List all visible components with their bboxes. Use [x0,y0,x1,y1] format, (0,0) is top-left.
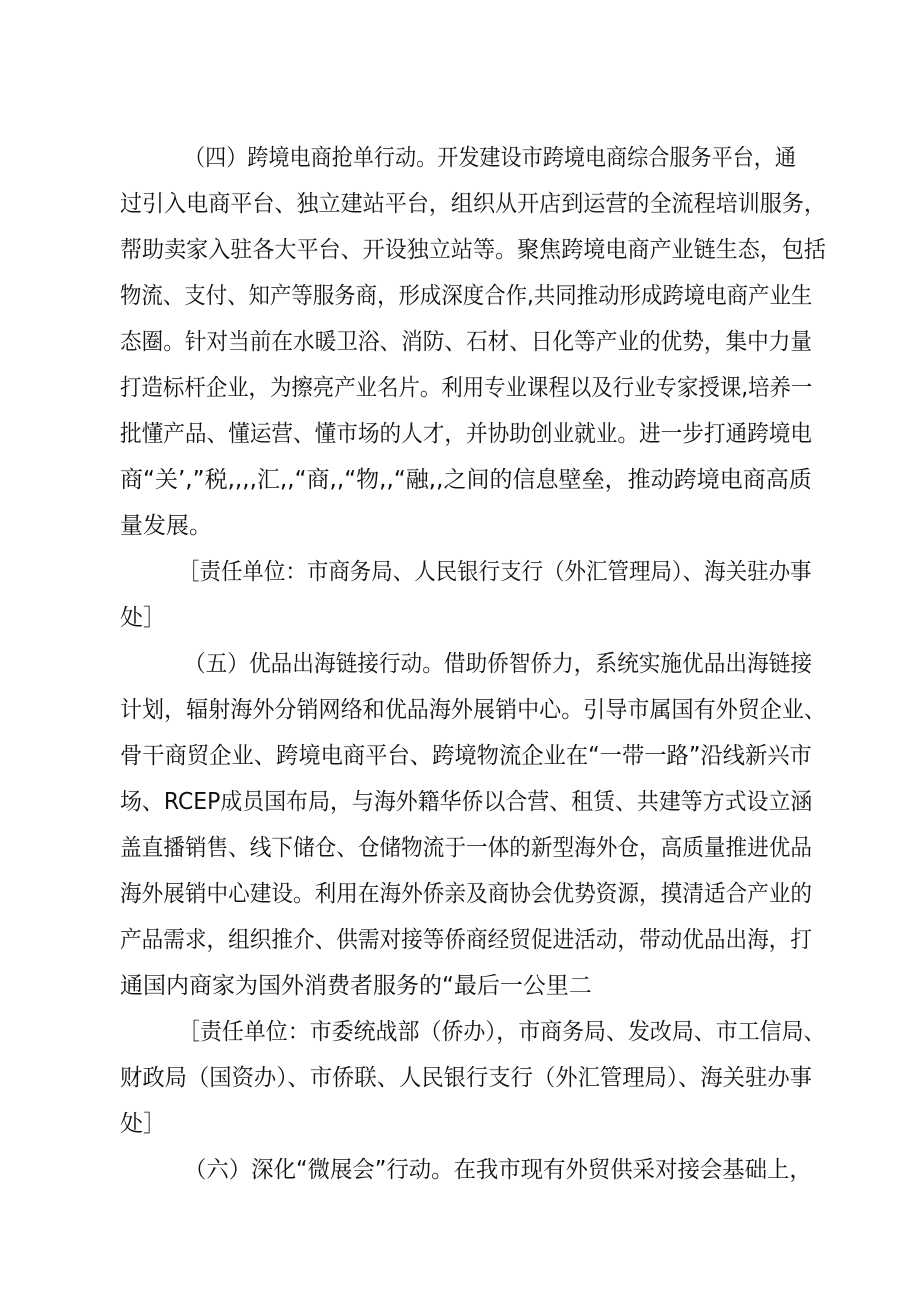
paragraph-line: 批懂产品、懂运营、懂市场的人才，并协助创业就业。进一步打通跨境电 [120,421,812,447]
paragraph-line: （六）深化“微展会”行动。在我市现有外贸供采对接会基础上， [184,1157,812,1183]
paragraph-line: 计划，辐射海外分销网络和优品海外展销中心。引导市属国有外贸企业、 [120,697,826,723]
paragraph-line: 态圈。针对当前在水暖卫浴、消防、石材、日化等产业的优势，集中力量 [120,329,812,355]
paragraph-line: 物流、支付、知产等服务商，形成深度合作,共同推动形成跨境电商产业生 [120,283,813,309]
responsibility-line: 财政局（国资办）、市侨联、人民银行支行（外汇管理局）、海关驻办事 [120,1065,812,1091]
paragraph-line: 场、RCEP成员国布局，与海外籍华侨以合营、租赁、共建等方式设立涵 [120,789,813,815]
responsibility-line: ［责任单位：市商务局、人民银行支行（外汇管理局）、海关驻办事 [178,559,812,585]
responsibility-line: ［责任单位：市委统战部（侨办），市商务局、发改局、市工信局、 [178,1019,826,1045]
paragraph-line: 骨干商贸企业、跨境电商平台、跨境物流企业在“一带一路”沿线新兴市 [120,743,812,769]
responsibility-line: 处］ [120,605,166,631]
paragraph-line: 帮助卖家入驻各大平台、开设独立站等。聚焦跨境电商产业链生态，包括 [120,237,826,263]
paragraph-line: （五）优品出海链接行动。借助侨智侨力，系统实施优品出海链接 [184,651,812,677]
paragraph-line: 产品需求，组织推介、供需对接等侨商经贸促进活动，带动优品出海，打 [120,927,812,953]
paragraph-line: 打造标杆企业，为擦亮产业名片。利用专业课程以及行业专家授课,培养一 [120,375,813,401]
responsibility-line: 处］ [120,1111,166,1137]
paragraph-line: 海外展销中心建设。利用在海外侨亲及商协会优势资源，摸清适合产业的 [120,881,812,907]
paragraph-line: 商“关’,”税,,,,汇,,“商,,“物,,“融,,之间的信息壁垒，推动跨境电商高质 [120,467,812,493]
paragraph-line: 盖直播销售、线下储仓、仓储物流于一体的新型海外仓，高质量推进优品 [120,835,812,861]
paragraph-line: 通国内商家为国外消费者服务的“最后一公里二 [120,973,592,999]
paragraph-line: （四）跨境电商抢单行动。开发建设市跨境电商综合服务平台，通 [184,145,796,171]
paragraph-line: 量发展。 [120,513,212,539]
paragraph-line: 过引入电商平台、独立建站平台，组织从开店到运营的全流程培训服务， [120,191,826,217]
